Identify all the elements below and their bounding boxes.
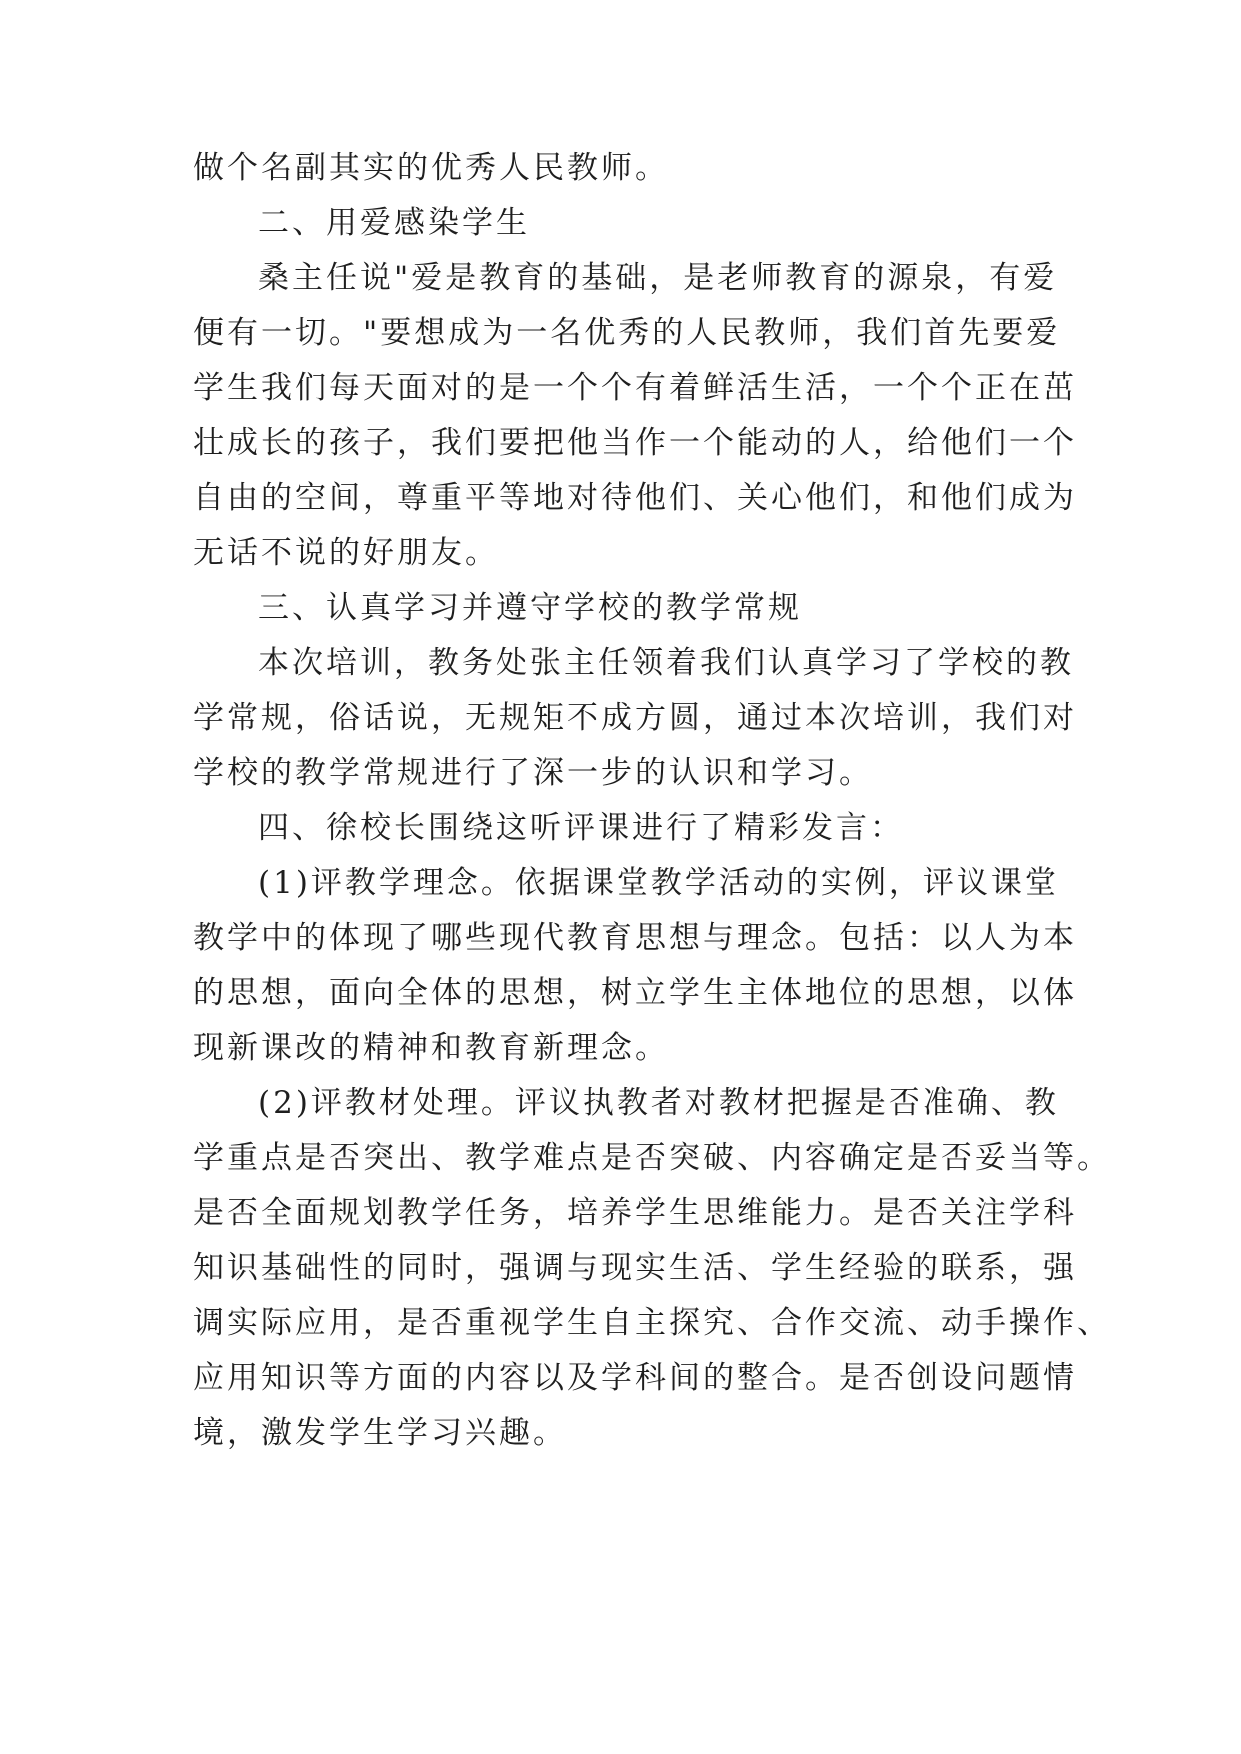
paragraph-line: 是否全面规划教学任务，培养学生思维能力。是否关注学科 <box>193 1195 1077 1231</box>
section-heading: 四、徐校长围绕这听评课进行了精彩发言： <box>258 810 904 846</box>
paragraph-line: (2)评教材处理。评议执教者对教材把握是否准确、教 <box>258 1085 1059 1121</box>
paragraph-line: 的思想，面向全体的思想，树立学生主体地位的思想，以体 <box>193 975 1077 1011</box>
paragraph-line: 自由的空间，尊重平等地对待他们、关心他们，和他们成为 <box>193 480 1077 516</box>
paragraph-line: 学生我们每天面对的是一个个有着鲜活生活，一个个正在茁 <box>193 370 1077 406</box>
paragraph-line: 学校的教学常规进行了深一步的认识和学习。 <box>193 755 873 791</box>
section-heading: 三、认真学习并遵守学校的教学常规 <box>258 590 802 626</box>
section-heading: 二、用爱感染学生 <box>258 205 530 241</box>
paragraph-line: 便有一切。"要想成为一名优秀的人民教师，我们首先要爱 <box>193 315 1061 351</box>
paragraph-line: 壮成长的孩子，我们要把他当作一个能动的人，给他们一个 <box>193 425 1077 461</box>
paragraph-line: 现新课改的精神和教育新理念。 <box>193 1030 669 1066</box>
paragraph-line: 知识基础性的同时，强调与现实生活、学生经验的联系，强 <box>193 1250 1077 1286</box>
paragraph-line: 应用知识等方面的内容以及学科间的整合。是否创设问题情 <box>193 1360 1077 1396</box>
paragraph-line: 桑主任说"爱是教育的基础，是老师教育的源泉，有爱 <box>258 260 1058 296</box>
paragraph-line: 调实际应用，是否重视学生自主探究、合作交流、动手操作、 <box>193 1305 1111 1341</box>
paragraph-line: 学重点是否突出、教学难点是否突破、内容确定是否妥当等。 <box>193 1140 1111 1176</box>
paragraph-line: (1)评教学理念。依据课堂教学活动的实例，评议课堂 <box>258 865 1059 901</box>
paragraph-line: 教学中的体现了哪些现代教育思想与理念。包括：以人为本 <box>193 920 1077 956</box>
paragraph-line: 做个名副其实的优秀人民教师。 <box>193 150 669 186</box>
paragraph-line: 学常规，俗话说，无规矩不成方圆，通过本次培训，我们对 <box>193 700 1077 736</box>
paragraph-line: 无话不说的好朋友。 <box>193 535 499 571</box>
paragraph-line: 本次培训，教务处张主任领着我们认真学习了学校的教 <box>258 645 1074 681</box>
paragraph-line: 境，激发学生学习兴趣。 <box>193 1415 567 1451</box>
